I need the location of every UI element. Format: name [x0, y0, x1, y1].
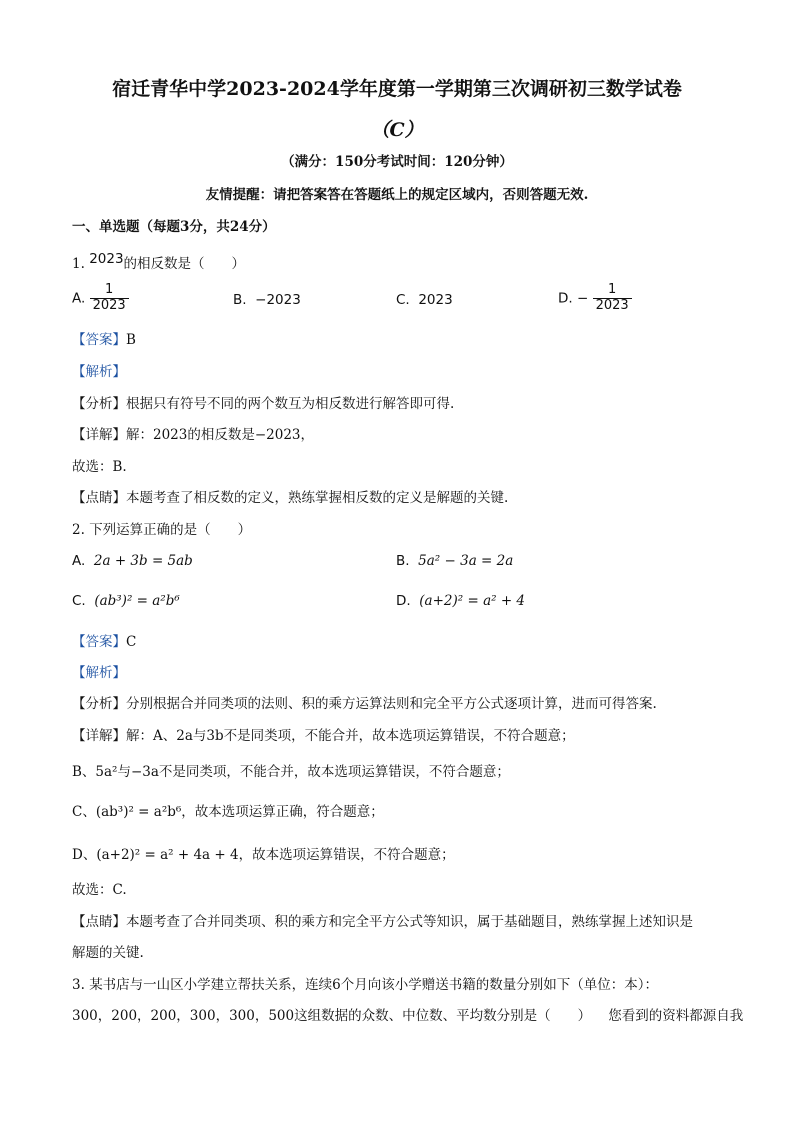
q1-analysis	[72, 360, 126, 380]
xiangjie-text: 解：2023的相反数是−2023，	[126, 427, 315, 443]
analysis-tag: 【解析】	[72, 665, 126, 681]
q2-dianjing	[72, 910, 693, 930]
fraction-denominator: 2023	[593, 298, 632, 314]
option-label: A.	[72, 553, 86, 569]
minus-sign: −	[576, 290, 589, 307]
option-text: (a+2)² = a² + 4	[419, 593, 526, 609]
q2-option-c	[72, 593, 180, 609]
q2-analysis	[72, 661, 126, 681]
question-number: 1.	[72, 256, 85, 272]
question-number: 3.	[72, 977, 85, 993]
fenxi-text: 分别根据合并同类项的法则、积的乘方运算法则和完全平方公式逐项计算，进而可得答案.	[126, 696, 657, 712]
option-label: D.	[558, 290, 573, 307]
option-text: −2023	[255, 292, 301, 308]
reminder-note: 友情提醒：请把答案答在答题纸上的规定区域内，否则答题无效.	[205, 187, 589, 203]
q2-dianjing-cont: 解题的关键.	[72, 945, 144, 961]
question-text: 的相反数是（ ）	[123, 256, 246, 272]
dianjing-text: 本题考查了合并同类项、积的乘方和完全平方公式等知识，属于基础题目，熟练掌握上述知识是	[126, 914, 693, 930]
question-3-stem-cont	[72, 1004, 743, 1024]
fenxi-text: 根据只有符号不同的两个数互为相反数进行解答即可得.	[126, 396, 455, 412]
fraction	[593, 283, 632, 314]
answer-value: B	[126, 332, 136, 348]
option-label: D.	[396, 593, 411, 609]
answer-value: C	[126, 634, 137, 650]
option-label: C.	[72, 593, 86, 609]
option-label: B.	[396, 553, 410, 569]
q1-dianjing	[72, 486, 508, 506]
q2-xiangjie	[72, 724, 575, 744]
q2-answer	[72, 630, 136, 650]
q2-option-b	[396, 553, 513, 569]
fraction-numerator: 1	[105, 282, 114, 297]
dianjing-text: 本题考查了相反数的定义，熟练掌握相反数的定义是解题的关键.	[126, 490, 509, 506]
q2-choose: 故选：C.	[72, 882, 127, 898]
option-text: (ab³)² = a²b⁶	[94, 593, 180, 609]
q1-answer	[72, 328, 136, 348]
option-label: C.	[396, 292, 410, 308]
exam-title-version: （C）	[370, 119, 424, 141]
fraction-denominator: 2023	[90, 298, 129, 314]
dianjing-tag: 【点睛】	[72, 914, 126, 930]
q1-option-c	[396, 292, 453, 308]
q1-option-b	[233, 292, 301, 308]
answer-tag: 【答案】	[72, 332, 126, 348]
fraction-numerator: 1	[608, 282, 617, 297]
option-label: A.	[72, 290, 86, 307]
q1-choose: 故选：B.	[72, 459, 127, 475]
section-heading: 一、单选题（每题3分，共24分）	[72, 219, 276, 235]
watermark-text: 您看到的资料都源自我	[608, 1008, 744, 1024]
q1-option-d	[558, 283, 632, 314]
question-1-stem	[72, 252, 245, 272]
option-label: B.	[233, 292, 247, 308]
option-text: 2a + 3b = 5ab	[93, 553, 193, 569]
q2-line-b: B、5a²与−3a不是同类项，不能合并，故本选项运算错误，不符合题意；	[72, 764, 510, 780]
q2-line-d: D、(a+2)² = a² + 4a + 4，故本选项运算错误，不符合题意；	[72, 847, 455, 863]
option-text: 2023	[418, 292, 453, 308]
answer-tag: 【答案】	[72, 634, 126, 650]
exam-title: 宿迁青华中学2023-2024学年度第一学期第三次调研初三数学试卷	[112, 78, 682, 100]
question-2-stem	[72, 518, 251, 538]
q2-option-d	[396, 593, 525, 609]
xiangjie-text: 解：A、2a与3b不是同类项，不能合并，故本选项运算错误，不符合题意；	[126, 728, 575, 744]
option-text: 5a² − 3a = 2a	[418, 553, 514, 569]
q1-option-a	[72, 283, 129, 314]
dianjing-tag: 【点睛】	[72, 490, 126, 506]
q2-line-c: C、(ab³)² = a²b⁶，故本选项运算正确，符合题意；	[72, 804, 384, 820]
q1-xiangjie	[72, 423, 314, 443]
score-time-note: （满分：150分考试时间：120分钟）	[281, 154, 513, 170]
xiangjie-tag: 【详解】	[72, 728, 126, 744]
question-number: 2.	[72, 522, 85, 538]
fenxi-tag: 【分析】	[72, 396, 126, 412]
question-expr: 2023	[89, 251, 124, 267]
question-3-stem	[72, 973, 658, 993]
q2-option-a	[72, 553, 193, 569]
question-text: 300，200，200，300，300，500这组数据的众数、中位数、平均数分别是（ ）	[72, 1008, 592, 1024]
q2-fenxi	[72, 692, 657, 712]
question-text: 下列运算正确的是（ ）	[89, 522, 252, 538]
analysis-tag: 【解析】	[72, 364, 126, 380]
fraction	[90, 283, 129, 314]
fenxi-tag: 【分析】	[72, 696, 126, 712]
xiangjie-tag: 【详解】	[72, 427, 126, 443]
question-text: 某书店与一山区小学建立帮扶关系，连续6个月向该小学赠送书籍的数量分别如下（单位：本）：	[89, 977, 659, 993]
q1-fenxi	[72, 392, 454, 412]
